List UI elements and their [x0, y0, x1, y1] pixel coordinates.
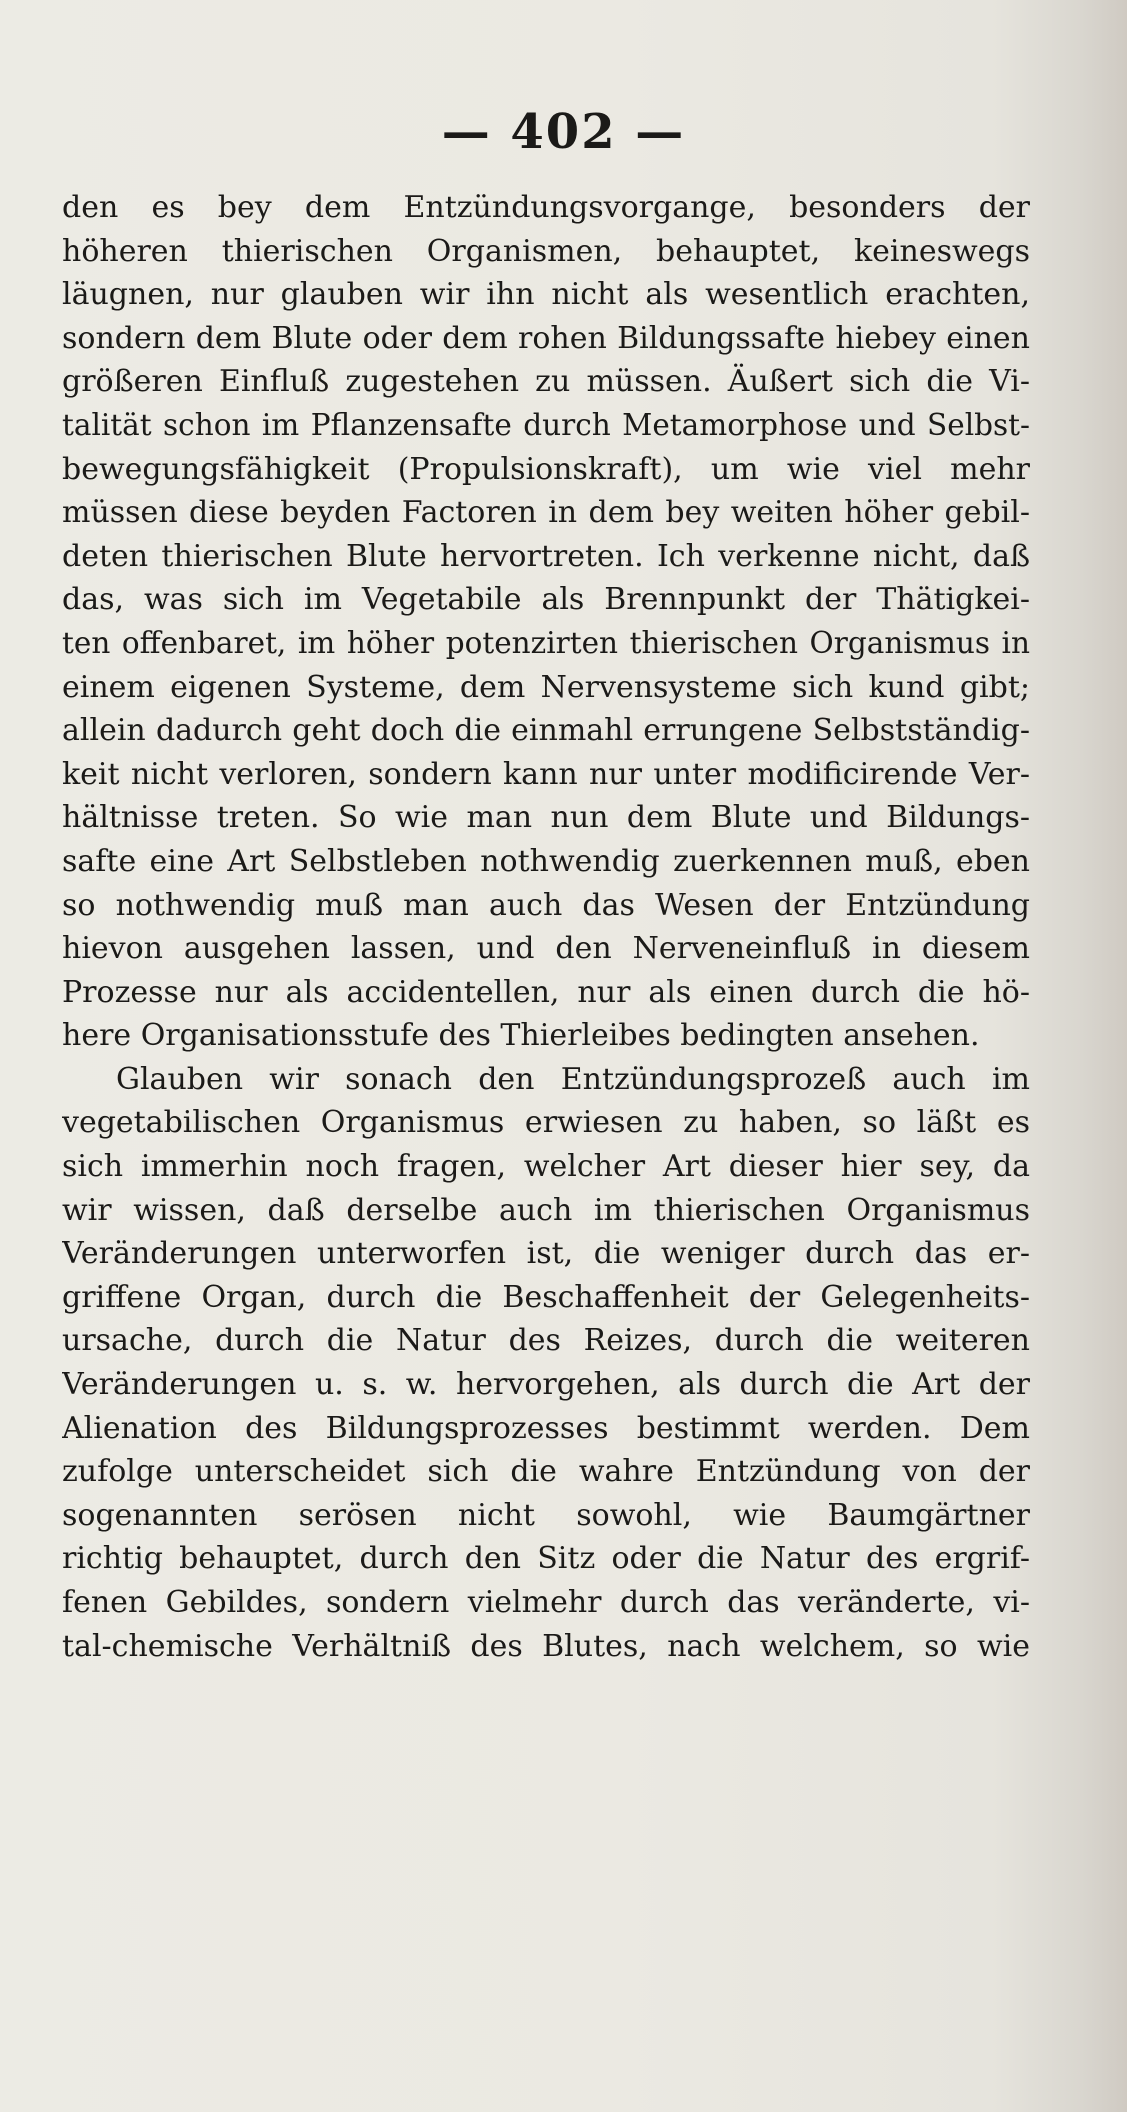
text-line: hievon ausgehen lassen, und den Nerveneinfluß in diesem: [62, 931, 1030, 967]
text-line: bewegungsfähigkeit (Propulsionskraft), um wie viel mehr: [62, 451, 1030, 487]
page-number-header: — 402 —: [441, 104, 686, 160]
text-line: deten thierischen Blute hervortreten. Ich verkenne nicht, daß: [62, 538, 1030, 574]
text-line: sogenannten serösen nicht sowohl, wie Baumgärtner: [62, 1497, 1030, 1533]
text-line: tal-chemische Verhältniß des Blutes, nach welchem, so wie: [62, 1628, 1030, 1664]
text-line: Alienation des Bildungsprozesses bestimmt werden. Dem: [62, 1410, 1030, 1446]
text-line: richtig behauptet, durch den Sitz oder die Natur des ergrif-: [62, 1541, 1030, 1577]
text-line: ten offenbaret, im höher potenzirten thierischen Organismus in: [62, 625, 1030, 660]
text-line: einem eigenen Systeme, dem Nervensysteme sich kund gibt;: [62, 669, 1030, 705]
text-line: Prozesse nur als accidentellen, nur als einen durch die hö-: [62, 974, 1030, 1010]
text-line: zufolge unterscheidet sich die wahre Entzündung von der: [62, 1454, 1030, 1490]
text-line-paragraph-end: here Organisationsstufe des Thierleibes bedingten ansehen.: [62, 1018, 980, 1054]
text-line: talität schon im Pflanzensafte durch Metamorphose und Selbst-: [62, 407, 1030, 442]
text-line: das, was sich im Vegetabile als Brennpunkt der Thätigkei-: [62, 582, 1030, 618]
text-line: ursache, durch die Natur des Reizes, durch die weiteren: [62, 1323, 1030, 1359]
text-line: so nothwendig muß man auch das Wesen der Entzündung: [62, 887, 1030, 923]
text-line: höheren thierischen Organismen, behauptet, keineswegs: [62, 233, 1030, 269]
text-line: läugnen, nur glauben wir ihn nicht als wesentlich erachten,: [62, 277, 1030, 313]
text-line: vegetabilischen Organismus erwiesen zu haben, so läßt es: [62, 1105, 1030, 1141]
text-line: keit nicht verloren, sondern kann nur unter modificirende Ver-: [62, 756, 1030, 792]
text-line: sondern dem Blute oder dem rohen Bildungssafte hiebey einen: [62, 320, 1030, 356]
text-line: safte eine Art Selbstleben nothwendig zuerkennen muß, eben: [62, 843, 1030, 879]
text-line: allein dadurch geht doch die einmahl errungene Selbstständig-: [62, 713, 1030, 749]
text-line-paragraph-start: Glauben wir sonach den Entzündungsprozeß auch im: [116, 1061, 1030, 1097]
text-line: sich immerhin noch fragen, welcher Art dieser hier sey, da: [62, 1149, 1030, 1185]
text-line: wir wissen, daß derselbe auch im thierischen Organismus: [62, 1192, 1030, 1228]
body-text: [62, 186, 1030, 1668]
text-line: hältnisse treten. So wie man nun dem Blute und Bildungs-: [62, 800, 1030, 836]
text-line: müssen diese beyden Factoren in dem bey weiten höher gebil-: [62, 495, 1030, 531]
text-line: Veränderungen u. s. w. hervorgehen, als durch die Art der: [62, 1367, 1030, 1403]
text-line: den es bey dem Entzündungsvorgange, besonders der: [62, 190, 1030, 225]
text-line: griffene Organ, durch die Beschaffenheit der Gelegenheits-: [62, 1279, 1030, 1315]
text-line: größeren Einfluß zugestehen zu müssen. Äußert sich die Vi-: [62, 364, 1030, 400]
text-line: fenen Gebildes, sondern vielmehr durch das veränderte, vi-: [62, 1585, 1030, 1620]
text-line: Veränderungen unterworfen ist, die weniger durch das er-: [62, 1236, 1030, 1272]
